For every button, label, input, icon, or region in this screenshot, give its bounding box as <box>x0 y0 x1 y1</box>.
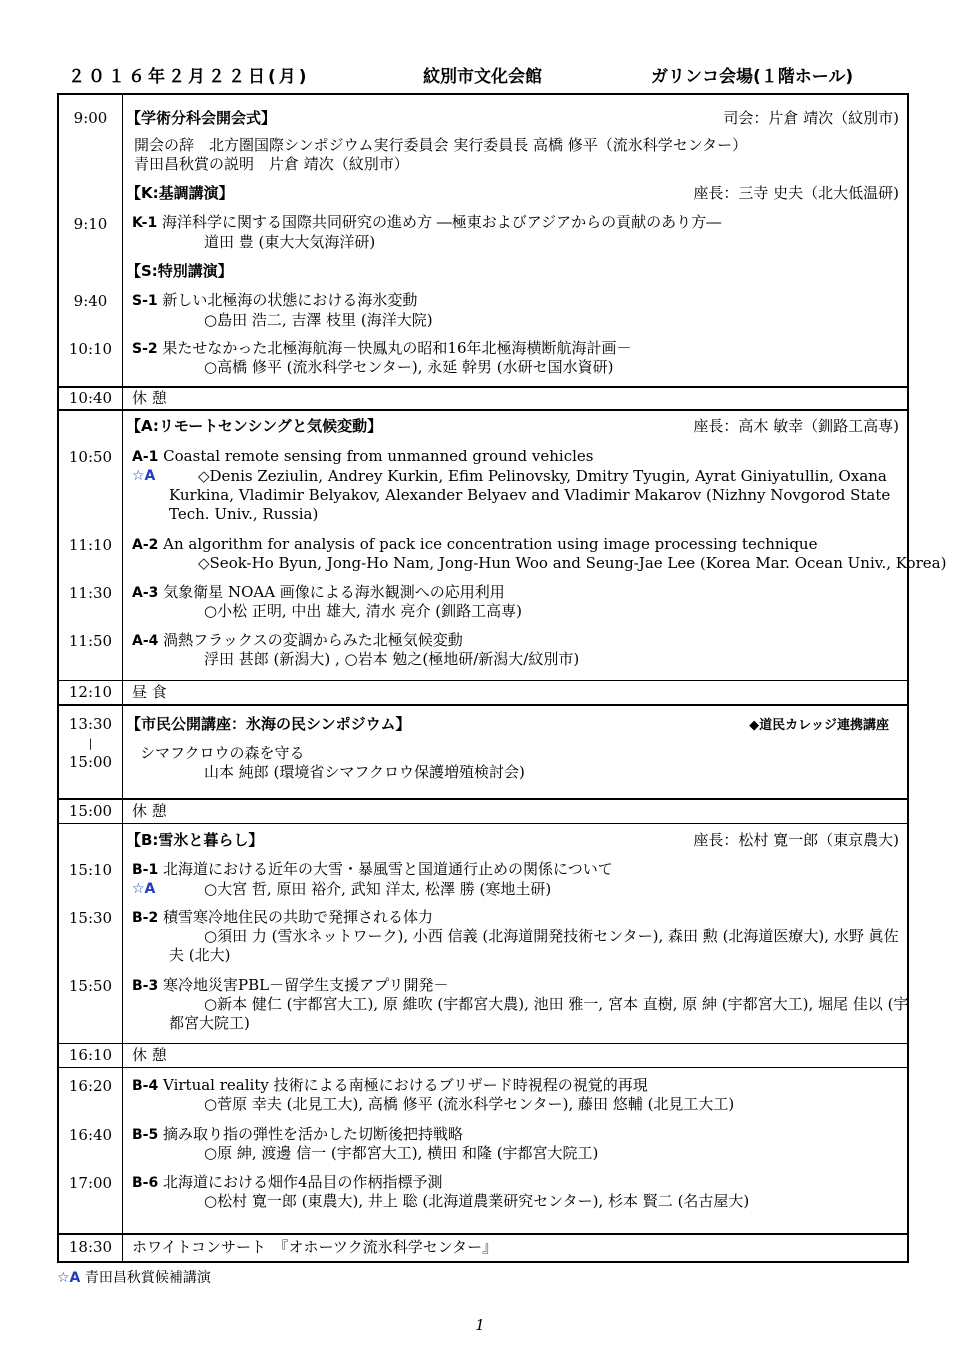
talk-code: A-2 <box>132 537 159 553</box>
time-column-divider <box>122 95 123 1261</box>
schedule-table <box>57 93 947 1263</box>
break2-label: 休 憩 <box>132 802 167 820</box>
talk-title: 気象衛星 NOAA 画像による海氷観測への応用利用 <box>163 583 505 601</box>
talk-a4-title <box>132 631 463 651</box>
time-concert: 18:30 <box>68 1238 113 1256</box>
time-range-separator: | <box>88 737 93 750</box>
time-lunch: 12:10 <box>68 683 113 701</box>
time-break3: 16:10 <box>68 1046 113 1064</box>
time-public-start: 13:30 <box>68 715 113 733</box>
award-footnote <box>57 1267 211 1287</box>
time-k1: 9:10 <box>73 215 108 233</box>
talk-code: A-1 <box>132 449 159 465</box>
public-title: 【市民公開講座：氷海の民シンポジウム】 <box>126 715 411 733</box>
divider <box>59 680 907 681</box>
talk-b2-title <box>132 908 433 928</box>
opening-title: 【学術分科会開会式】 <box>126 109 277 127</box>
session-b-title: 【B:雪氷と暮らし】 <box>126 831 264 849</box>
talk-b4-title <box>132 1076 648 1096</box>
keynote-chair: 座長：三寺 史夫（北大低温研) <box>693 184 899 202</box>
talk-title: 果たせなかった北極海航海－快鳳丸の昭和16年北極海横断航海計画－ <box>162 339 632 357</box>
talk-b1-authors: ○大宮 哲, 原田 裕介, 武知 洋太, 松澤 勝 (寒地土研) <box>204 880 552 898</box>
talk-code: A-3 <box>132 585 159 601</box>
talk-b6-authors: ○松村 寛一郎 (東農大), 井上 聡 (北海道農業研究センター), 杉本 賢二 (名古屋大) <box>204 1192 750 1210</box>
talk-b1-title <box>132 860 613 880</box>
talk-b3-authors: ○新本 健仁 (宇都宮大工), 原 維吹 (宇都宮大農), 池田 雅一, 宮本 直樹, 原 紳 (宇都宮大工), 堀尾 佳以 (宇都宮大院工) <box>169 995 909 1032</box>
special-title: 【S:特別講演】 <box>126 262 233 280</box>
talk-code: S-1 <box>132 293 158 309</box>
talk-s2-title <box>132 339 632 359</box>
time-break2: 15:00 <box>68 802 113 820</box>
talk-a3-authors: ○小松 正明, 中出 雄大, 清水 亮介 (釧路工高専) <box>204 602 522 620</box>
time-a1: 10:50 <box>68 448 113 466</box>
time-break1: 10:40 <box>68 389 113 407</box>
award-candidate-mark: ☆A <box>132 468 156 484</box>
time-b4: 16:20 <box>68 1077 113 1095</box>
talk-code: B-5 <box>132 1127 159 1143</box>
public-talk-title: シマフクロウの森を守る <box>140 744 305 762</box>
talk-code: A-4 <box>132 633 159 649</box>
award-candidate-mark: ☆A <box>57 1270 81 1286</box>
time-b1: 15:10 <box>68 861 113 879</box>
time-opening: 9:00 <box>73 109 108 127</box>
talk-code: B-3 <box>132 978 159 994</box>
divider <box>59 823 907 824</box>
public-talk-authors: 山本 純郎 (環境省シマフクロウ保護増殖検討会) <box>204 763 525 781</box>
award-footnote-text: 青田昌秋賞候補講演 <box>84 1270 211 1286</box>
talk-a2-authors: ◇Seok-Ho Byun, Jong-Ho Nam, Jong-Hun Woo and Seung-Jae Lee (Korea Mar. Ocean Univ., Korea) <box>198 554 947 572</box>
award-candidate-mark: ☆A <box>132 881 156 897</box>
talk-title: 海洋科学に関する国際共同研究の進め方 ―極東およびアジアからの貢献のあり方― <box>161 213 722 231</box>
time-b5: 16:40 <box>68 1126 113 1144</box>
event-date: ２０１６年２月２２日(月) <box>68 67 310 87</box>
talk-s1-title <box>132 291 417 311</box>
session-a-chair: 座長：高木 敏幸（釧路工高専) <box>693 417 899 435</box>
page-header <box>68 62 910 87</box>
talk-title: 積雪寒冷地住民の共助で発揮される体力 <box>163 908 434 926</box>
talk-s1-authors: ○島田 浩二, 吉澤 枝里 (海洋大院) <box>204 311 433 329</box>
lunch-label: 昼 食 <box>132 683 167 701</box>
talk-code: B-1 <box>132 862 159 878</box>
time-a2: 11:10 <box>68 536 113 554</box>
college-note: ◆道民カレッジ連携講座 <box>749 718 889 733</box>
opening-chair: 司会：片倉 靖次（紋別市) <box>723 109 899 127</box>
divider <box>59 704 907 706</box>
talk-code: B-6 <box>132 1175 159 1191</box>
talk-title: Coastal remote sensing from unmanned ground vehicles <box>163 447 594 465</box>
break1-label: 休 憩 <box>132 389 167 407</box>
talk-a1-authors: ◇Denis Zeziulin, Andrey Kurkin, Efim Pelinovsky, Dmitry Tyugin, Ayrat Giniyatullin, Oxana Kurkina, Vladimir Belyakov, Alexander Belyaev and Vladimir Makarov (Nizhny Novgorod State Tech. Univ., Russia) <box>169 467 891 523</box>
talk-b2-authors: ○須田 力 (雪氷ネットワーク), 小西 信義 (北海道開発技術センター), 森田 勲 (北海道医療大), 水野 眞佐夫 (北大) <box>169 927 899 964</box>
divider <box>59 1233 907 1235</box>
talk-a4-authors: 浮田 甚郎 (新潟大) , ○岩本 勉之(極地研/新潟大/紋別市) <box>204 650 580 668</box>
talk-k1-title <box>132 213 721 233</box>
break3-label: 休 憩 <box>132 1046 167 1064</box>
talk-b5-title <box>132 1125 463 1145</box>
talk-code: B-2 <box>132 910 159 926</box>
divider <box>59 409 907 411</box>
talk-b3-title <box>132 976 449 996</box>
talk-title: 北海道における畑作4品目の作柄指標予測 <box>163 1173 443 1191</box>
talk-b4-authors: ○菅原 幸夫 (北見工大), 高橋 修平 (流氷科学センター), 藤田 悠輔 (北見工大工) <box>204 1095 735 1113</box>
talk-code: B-4 <box>132 1078 159 1094</box>
time-s2: 10:10 <box>68 340 113 358</box>
talk-title: 寒冷地災害PBL－留学生支援アプリ開発－ <box>163 976 449 994</box>
opening-line1: 開会の辞 北方圏国際シンポジウム実行委員会 実行委員長 高橋 修平（流氷科学センター） <box>134 136 748 154</box>
talk-k1-authors: 道田 豊 (東大大気海洋研) <box>204 233 376 251</box>
talk-a1-title <box>132 447 593 467</box>
session-b-chair: 座長：松村 寛一郎（東京農大) <box>693 831 899 849</box>
time-public-end: 15:00 <box>68 753 113 771</box>
talk-title: 新しい北極海の状態における海氷変動 <box>162 291 418 309</box>
talk-a3-title <box>132 583 505 603</box>
keynote-title: 【K:基調講演】 <box>126 184 234 202</box>
page-number: 1 <box>475 1316 485 1334</box>
time-b2: 15:30 <box>68 909 113 927</box>
talk-title: An algorithm for analysis of pack ice concentration using image processing technique <box>163 535 818 553</box>
talk-title: 摘み取り指の弾性を活かした切断後把持戦略 <box>163 1125 464 1143</box>
venue-name: 紋別市文化会館 <box>423 67 542 87</box>
session-a-title: 【A:リモートセンシングと気候変動】 <box>126 417 383 435</box>
time-s1: 9:40 <box>73 292 108 310</box>
talk-title: 北海道における近年の大雪・暴風雪と国道通行止めの関係について <box>163 860 613 878</box>
talk-code: S-2 <box>132 341 158 357</box>
talk-a2-title <box>132 535 817 555</box>
divider <box>59 798 907 800</box>
time-a3: 11:30 <box>68 584 113 602</box>
time-b3: 15:50 <box>68 977 113 995</box>
talk-code: K-1 <box>132 215 158 231</box>
hall-name: ガリンコ会場(１階ホール) <box>651 67 854 87</box>
talk-title: Virtual reality 技術による南極におけるブリザード時視程の視覚的再現 <box>163 1076 648 1094</box>
concert-label: ホワイトコンサート 『オホーツク流氷科学センター』 <box>132 1238 498 1256</box>
time-b6: 17:00 <box>68 1174 113 1192</box>
divider <box>59 1067 907 1068</box>
divider <box>59 386 907 388</box>
time-a4: 11:50 <box>68 632 113 650</box>
talk-b5-authors: ○原 紳, 渡邊 信一 (宇都宮大工), 横田 和隆 (宇都宮大院工) <box>204 1144 599 1162</box>
divider <box>59 1043 907 1044</box>
talk-s2-authors: ○高橋 修平 (流氷科学センター), 永延 幹男 (水研セ国水資研) <box>204 358 614 376</box>
talk-b6-title <box>132 1173 443 1193</box>
opening-line2: 青田昌秋賞の説明 片倉 靖次（紋別市） <box>134 155 409 173</box>
talk-title: 渦熱フラックスの変調からみた北極気候変動 <box>163 631 463 649</box>
